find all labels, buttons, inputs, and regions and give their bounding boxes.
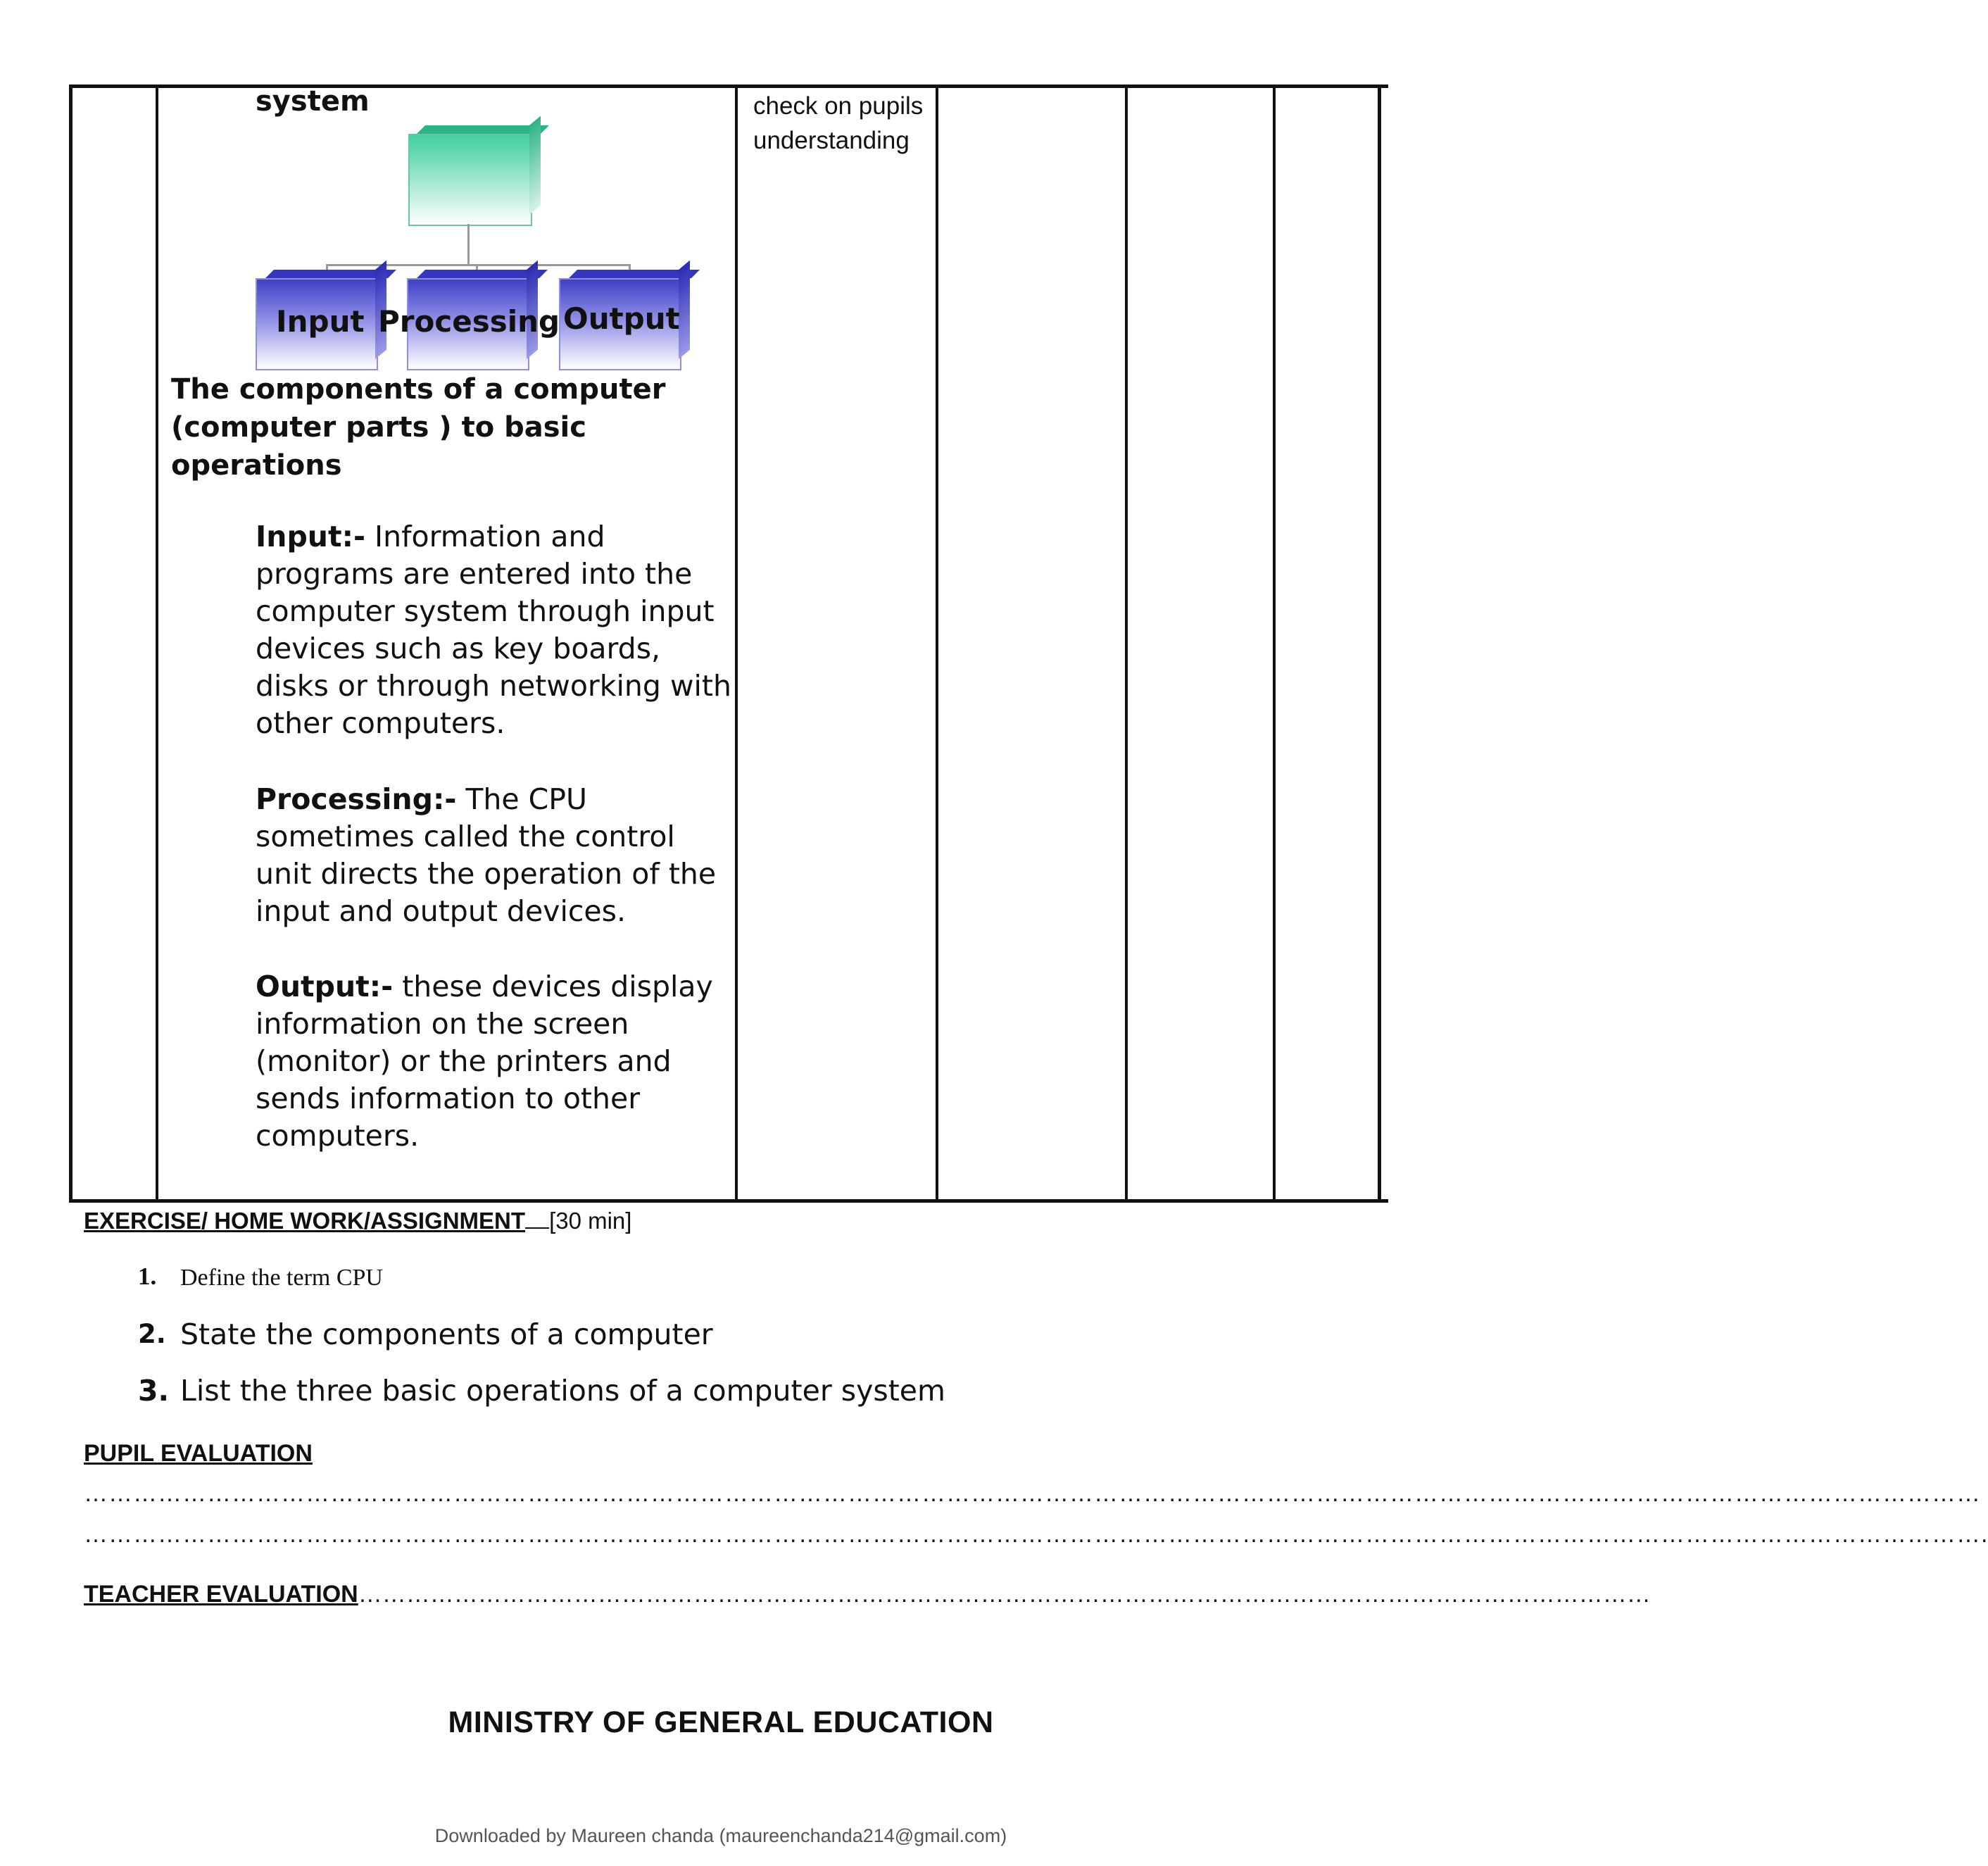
diagram-label-processing: Processing xyxy=(378,304,560,339)
diagram-label-output: Output xyxy=(563,301,680,336)
check-understanding-text: check on pupils understanding xyxy=(753,92,924,154)
table-col-line xyxy=(156,84,158,1203)
exercise-heading xyxy=(84,1208,631,1234)
pupil-evaluation-line: ……………………………………………………………………………………………………………………………………………………………………………………………………………. xyxy=(84,1521,1988,1548)
input-text: Information and programs are entered into the computer system through input devices such as key boards, disks or through networking with other computers. xyxy=(256,520,731,740)
download-footer: Downloaded by Maureen chanda (maureenchanda214@gmail.com) xyxy=(434,1825,1007,1846)
table-col-line xyxy=(1273,84,1276,1203)
table-col-line xyxy=(1378,84,1381,1203)
table-bottom-border xyxy=(69,1199,1388,1203)
question-text: State the components of a computer xyxy=(180,1317,713,1351)
teacher-evaluation xyxy=(84,1581,1651,1608)
diagram-label-input: Input xyxy=(276,304,365,339)
output-text: these devices display information on the screen (monitor) or the printers and sends information to other computers. xyxy=(256,970,713,1153)
table-col-line xyxy=(735,84,738,1203)
processing-paragraph xyxy=(256,781,734,930)
exercise-duration: [30 min] xyxy=(549,1208,632,1234)
teacher-evaluation-line: ……………………………………………………………………………………………………………………………………………… xyxy=(358,1581,1651,1608)
question-number: 2. xyxy=(138,1319,166,1349)
question-text: List the three basic operations of a computer system xyxy=(180,1374,945,1408)
components-heading: The components of a computer (computer parts ) to basic operations xyxy=(171,373,666,482)
diagram-output-box-side xyxy=(679,261,690,359)
exercise-title: EXERCISE/ HOME WORK/ASSIGNMENT xyxy=(84,1208,526,1234)
table-col-line xyxy=(1125,84,1128,1203)
teacher-evaluation-label: TEACHER EVALUATION xyxy=(84,1581,358,1608)
table-col-line xyxy=(936,84,938,1203)
diagram-top-box-side xyxy=(529,116,541,215)
pupil-evaluation-label: PUPIL EVALUATION xyxy=(84,1440,313,1467)
question-text: Define the term CPU xyxy=(180,1265,383,1291)
processing-text: The CPU sometimes called the control unit directs the operation of the input and output devices. xyxy=(256,782,717,928)
ministry-title: MINISTRY OF GENERAL EDUCATION xyxy=(448,1705,994,1739)
system-title: system xyxy=(256,85,370,118)
diagram-connector xyxy=(326,264,631,266)
pupil-evaluation-line: …………………………………………………………………………………………………………………………………………………………………………………………………………… xyxy=(84,1480,1981,1507)
table-col-line xyxy=(69,84,73,1203)
question-number: 3. xyxy=(138,1374,170,1408)
diagram-top-box xyxy=(408,134,532,226)
output-paragraph xyxy=(256,968,734,1155)
output-label: Output:- xyxy=(256,970,394,1003)
input-paragraph xyxy=(256,518,734,742)
question-number: 1. xyxy=(138,1263,157,1290)
diagram-connector xyxy=(467,224,470,265)
processing-label: Processing:- xyxy=(256,782,457,816)
input-label: Input:- xyxy=(256,520,365,553)
